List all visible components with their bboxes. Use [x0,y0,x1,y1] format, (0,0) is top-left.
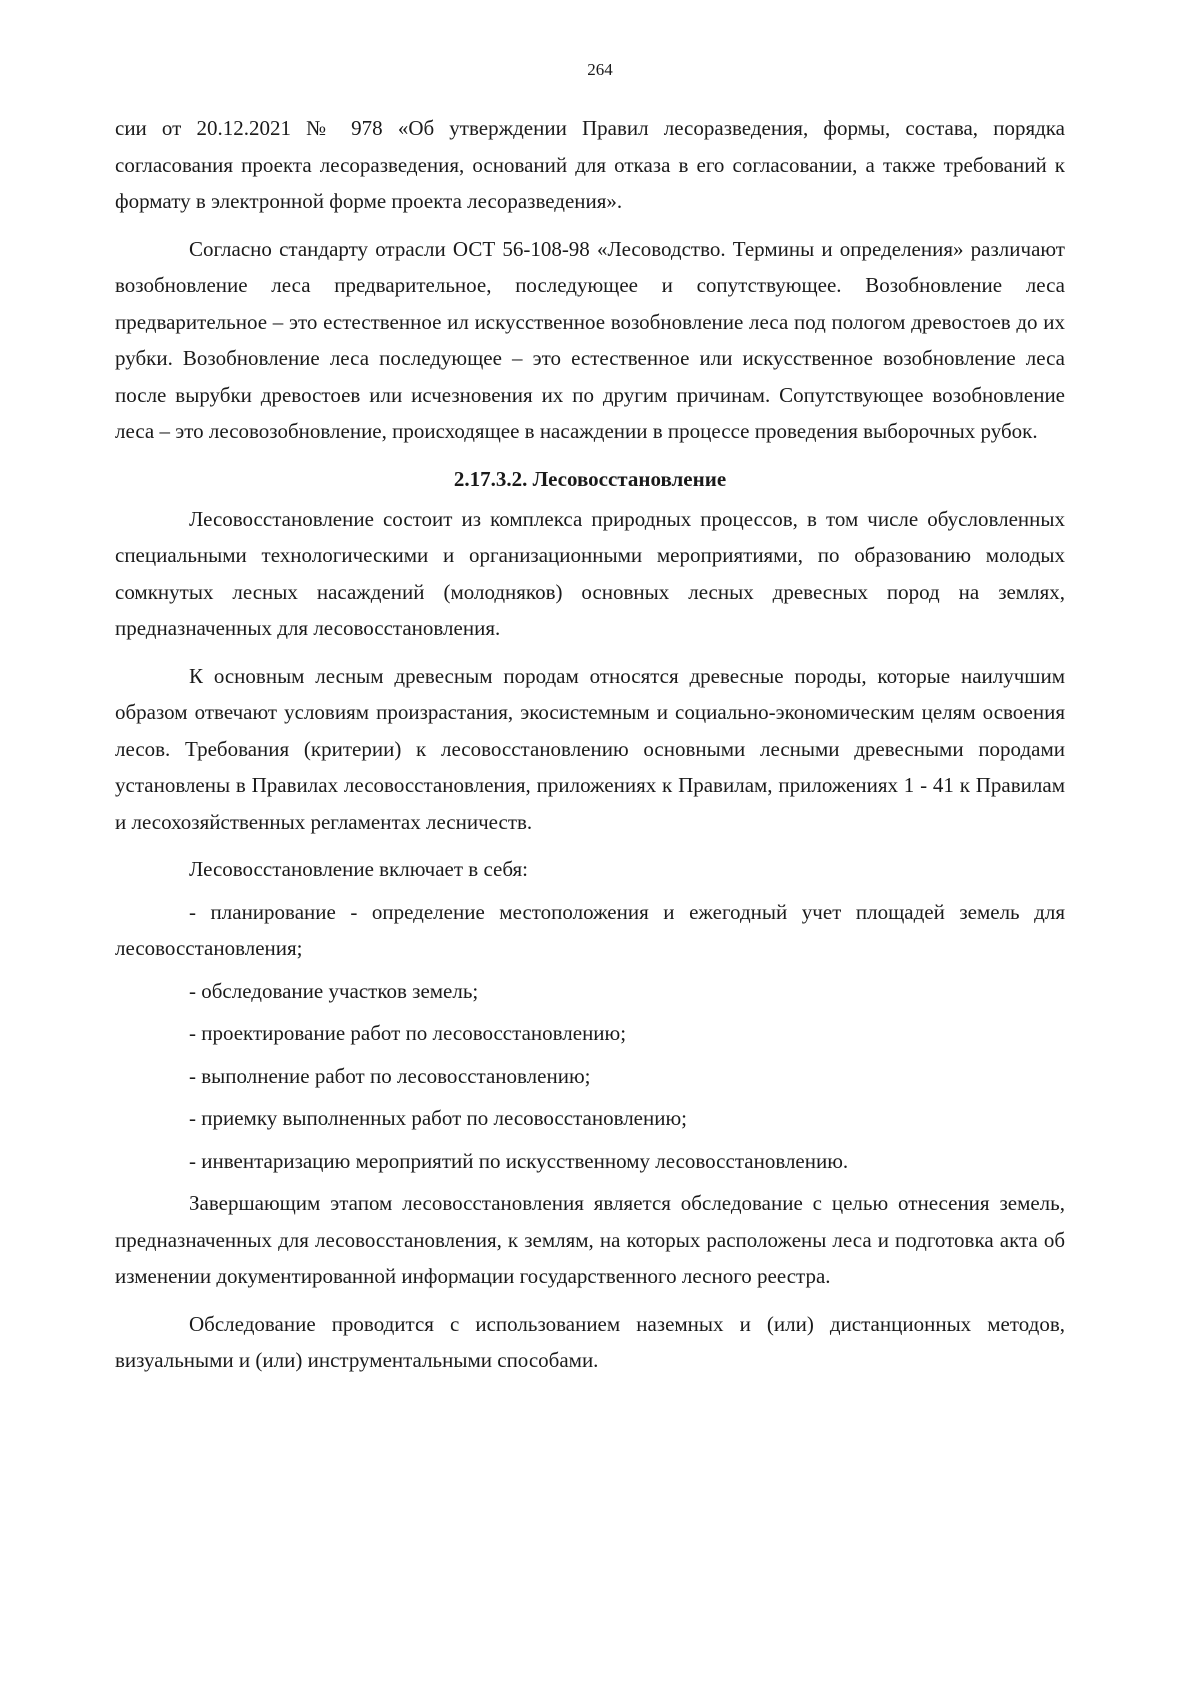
list-item: - приемку выполненных работ по лесовосстановлению; [189,1106,688,1130]
paragraph-continuation: сии от 20.12.2021 № 978 «Об утверждении Правил лесоразведения, формы, состава, порядка согласования проекта лесоразведения, оснований для отказа в его согласовании, а также требований к формату в электронной форме проекта лесоразведения». [115,116,1065,213]
paragraph-list-intro: Лесовосстановление включает в себя: [189,857,529,881]
paragraph-main-species: К основным лесным древесным породам относятся древесные породы, которые наилучшим образом отвечают условиям произрастания, экосистемным и социально-экономическим целям освоения лесов. Требования (критерии) к лесовосстановлению основными лесными древесными породами установлены в Правилах лесовосстановления, приложениях к Правилам, приложениях 1 - 41 к Правилам и лесохозяйственных регламентах лесничеств. [115,663,1065,834]
paragraph-final-stage: Завершающим этапом лесовосстановления является обследование с целью отнесения земель, предназначенных для лесовосстановления, к землям, на которых расположены леса и подготовка акта об изменении документированной информации государственного лесного реестра. [115,1191,1065,1288]
section-heading: 2.17.3.2. Лесовосстановление [453,466,727,491]
list-item: - проектирование работ по лесовосстановлению; [189,1021,627,1045]
paragraph-survey-methods: Обследование проводится с использованием наземных и (или) дистанционных методов, визуальными и (или) инструментальными способами. [115,1311,1065,1372]
list-item: - планирование - определение местоположения и ежегодный учет площадей земель для лесовосстановления; [115,899,1065,960]
list-item: - обследование участков земель; [189,978,479,1003]
list-item: - выполнение работ по лесовосстановлению; [189,1063,591,1088]
document-body [115,110,1065,1390]
paragraph-definition: Лесовосстановление состоит из комплекса природных процессов, в том числе обусловленных специальными технологическими и организационными мероприятиями, по образованию молодых сомкнутых лесных насаждений (молодняков) основных лесных древесных пород на землях, предназначенных для лесовосстановления. [115,506,1065,640]
list-item: - инвентаризацию мероприятий по искусственному лесовосстановлению. [189,1148,849,1173]
paragraph-ost-standard: Согласно стандарту отрасли ОСТ 56-108-98 «Лесоводство. Термины и определения» различают возобновление леса предварительное, последующее и сопутствующее. Возобновление леса предварительное – это естественное ил искусственное возобновление леса под пологом древостоев до их рубки. Возобновление леса последующее – это естественное или искусственное возобновление леса после вырубки древостоев или исчезновения их по другим причинам. Сопутствующее возобновление леса – это лесовозобновление, происходящее в насаждении в процессе проведения выборочных рубок. [115,236,1065,443]
page-number: 264 [587,60,613,79]
